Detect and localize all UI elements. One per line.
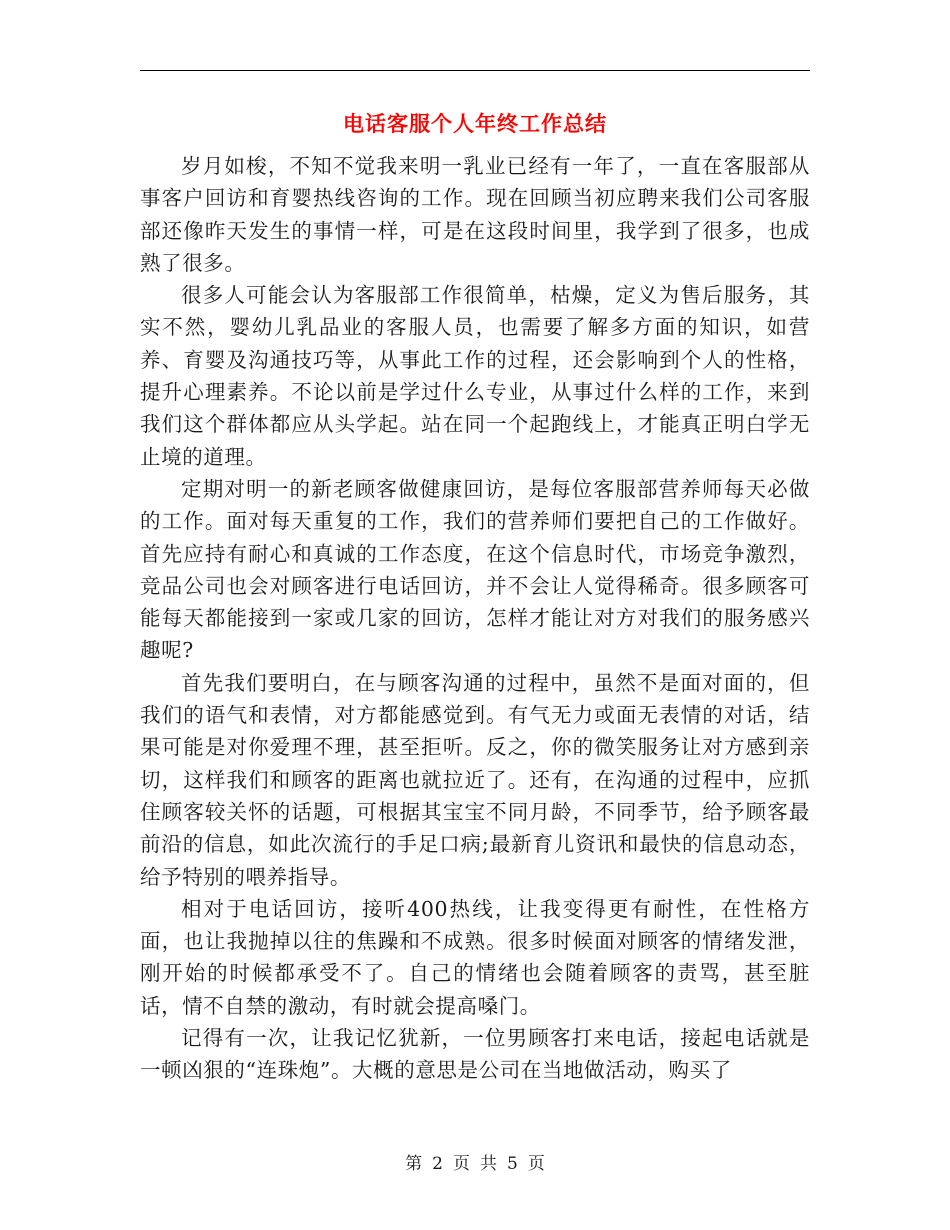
footer-suffix: 页 — [527, 1154, 545, 1174]
header-rule — [140, 70, 810, 71]
footer-page-word: 页 — [453, 1154, 470, 1174]
paragraph-5: 相对于电话回访，接听400热线，让我变得更有耐性，在性格方面，也让我抛掉以往的焦躁和不成熟。很多时候面对顾客的情绪发泄，刚开始的时候都承受不了。自己的情绪也会随着顾客的责骂，甚至脏话，情不自禁的激动，有时就会提高嗓门。 — [140, 896, 810, 1018]
footer-prefix: 第 — [405, 1154, 423, 1174]
footer-current-page: 2 — [432, 1154, 443, 1174]
paragraph-2: 很多人可能会认为客服部工作很简单，枯燥，定义为售后服务，其实不然，婴幼儿乳品业的客服人员，也需要了解多方面的知识，如营养、育婴及沟通技巧等，从事此工作的过程，还会影响到个人的性格，提升心理素养。不论以前是学过什么专业，从事过什么样的工作，来到我们这个群体都应从头学起。站在同一个起跑线上，才能真正明白学无止境的道理。 — [140, 283, 810, 469]
paragraph-6: 记得有一次，让我记忆犹新，一位男顾客打来电话，接起电话就是一顿凶狠的“连珠炮”。大概的意思是公司在当地做活动，购买了 — [140, 1026, 810, 1083]
footer-total-pages: 5 — [507, 1154, 518, 1174]
document-body — [140, 150, 810, 1087]
page-footer — [0, 1152, 950, 1176]
paragraph-3: 定期对明一的新老顾客做健康回访，是每位客服部营养师每天必做的工作。面对每天重复的工作，我们的营养师们要把自己的工作做好。首先应持有耐心和真诚的工作态度，在这个信息时代，市场竞争激烈，竞品公司也会对顾客进行电话回访，并不会让人觉得稀奇。很多顾客可能每天都能接到一家或几家的回访，怎样才能让对方对我们的服务感兴趣呢? — [140, 476, 810, 663]
paragraph-1: 岁月如梭，不知不觉我来明一乳业已经有一年了，一直在客服部从事客户回访和育婴热线咨询的工作。现在回顾当初应聘来我们公司客服部还像昨天发生的事情一样，可是在这段时间里，我学到了很多，也成熟了很多。 — [140, 154, 810, 275]
paragraph-4: 首先我们要明白，在与顾客沟通的过程中，虽然不是面对面的，但我们的语气和表情，对方都能感觉到。有气无力或面无表情的对话，结果可能是对你爱理不理，甚至拒听。反之，你的微笑服务让对方感到亲切，这样我们和顾客的距离也就拉近了。还有，在沟通的过程中，应抓住顾客较关怀的话题，可根据其宝宝不同月龄，不同季节，给予顾客最前沿的信息，如此次流行的手足口病;最新育儿资讯和最快的信息动态，给予特别的喂养指导。 — [140, 670, 810, 889]
footer-total-word: 共 — [480, 1154, 497, 1174]
document-title: 电话客服个人年终工作总结 — [343, 111, 607, 136]
